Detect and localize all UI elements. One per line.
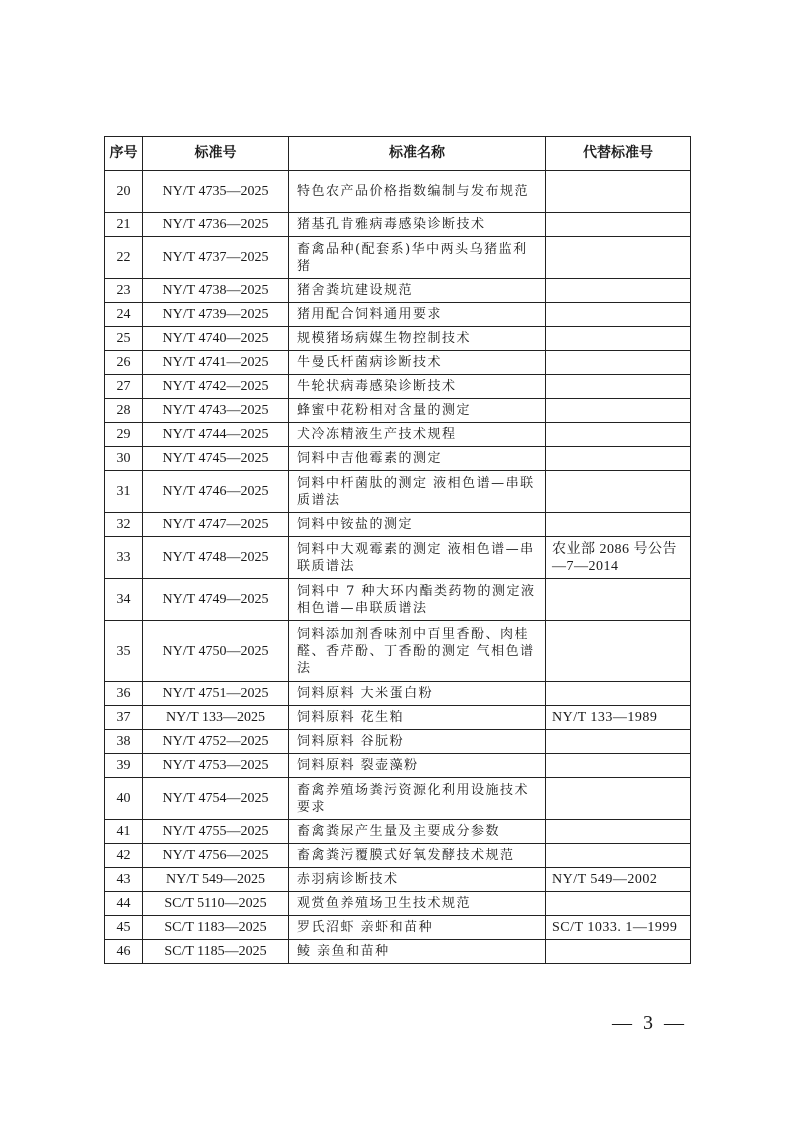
cell-serial: 33 [105,537,143,579]
cell-standard-name: 特色农产品价格指数编制与发布规范 [289,171,546,213]
header-replaced-standard: 代替标准号 [546,137,691,171]
table-row [105,706,691,730]
cell-serial: 44 [105,892,143,916]
cell-serial: 35 [105,621,143,682]
cell-replaced-standard [546,579,691,621]
cell-standard-name: 观赏鱼养殖场卫生技术规范 [289,892,546,916]
cell-standard-name: 饲料中 7 种大环内酯类药物的测定液相色谱—串联质谱法 [289,579,546,621]
cell-serial: 23 [105,279,143,303]
table-row [105,844,691,868]
cell-replaced-standard [546,375,691,399]
cell-replaced-standard: NY/T 549—2002 [546,868,691,892]
cell-standard-code: NY/T 4750—2025 [143,621,289,682]
cell-standard-name: 饲料原料 大米蛋白粉 [289,682,546,706]
cell-standard-code: NY/T 4747—2025 [143,513,289,537]
cell-serial: 20 [105,171,143,213]
cell-standard-name: 畜禽粪尿产生量及主要成分参数 [289,820,546,844]
cell-replaced-standard [546,423,691,447]
header-standard-name: 标准名称 [289,137,546,171]
cell-standard-code: NY/T 4756—2025 [143,844,289,868]
cell-standard-name: 饲料中杆菌肽的测定 液相色谱—串联质谱法 [289,471,546,513]
cell-standard-name: 犬冷冻精液生产技术规程 [289,423,546,447]
cell-replaced-standard [546,730,691,754]
cell-serial: 24 [105,303,143,327]
cell-standard-code: NY/T 4754—2025 [143,778,289,820]
cell-standard-code: NY/T 4753—2025 [143,754,289,778]
table-row [105,682,691,706]
table-row [105,940,691,964]
table-row [105,303,691,327]
table-row [105,213,691,237]
cell-serial: 38 [105,730,143,754]
table-row [105,171,691,213]
cell-standard-name: 饲料中铵盐的测定 [289,513,546,537]
cell-replaced-standard [546,303,691,327]
cell-standard-name: 畜禽粪污覆膜式好氧发酵技术规范 [289,844,546,868]
cell-standard-code: NY/T 4749—2025 [143,579,289,621]
cell-standard-name: 畜禽养殖场粪污资源化利用设施技术要求 [289,778,546,820]
table-row [105,892,691,916]
cell-replaced-standard [546,237,691,279]
cell-replaced-standard [546,447,691,471]
cell-replaced-standard [546,513,691,537]
cell-replaced-standard [546,754,691,778]
cell-standard-code: NY/T 4743—2025 [143,399,289,423]
table-row [105,447,691,471]
cell-standard-name: 饲料中大观霉素的测定 液相色谱—串联质谱法 [289,537,546,579]
cell-replaced-standard: NY/T 133—1989 [546,706,691,730]
cell-standard-code: NY/T 4745—2025 [143,447,289,471]
cell-replaced-standard [546,471,691,513]
table-row [105,820,691,844]
cell-standard-name: 牛轮状病毒感染诊断技术 [289,375,546,399]
cell-serial: 27 [105,375,143,399]
cell-standard-name: 鲮 亲鱼和苗种 [289,940,546,964]
cell-serial: 40 [105,778,143,820]
cell-standard-code: SC/T 1185—2025 [143,940,289,964]
cell-serial: 21 [105,213,143,237]
table-row [105,754,691,778]
cell-standard-name: 蜂蜜中花粉相对含量的测定 [289,399,546,423]
cell-replaced-standard [546,171,691,213]
table-header-row [105,137,691,171]
cell-serial: 22 [105,237,143,279]
header-standard-code: 标准号 [143,137,289,171]
cell-standard-name: 猪基孔肯雅病毒感染诊断技术 [289,213,546,237]
table-row [105,237,691,279]
cell-standard-name: 牛曼氏杆菌病诊断技术 [289,351,546,375]
cell-serial: 31 [105,471,143,513]
cell-standard-name: 饲料原料 花生粕 [289,706,546,730]
cell-serial: 45 [105,916,143,940]
cell-serial: 28 [105,399,143,423]
cell-standard-code: NY/T 4751—2025 [143,682,289,706]
cell-replaced-standard [546,213,691,237]
cell-replaced-standard [546,351,691,375]
cell-replaced-standard [546,844,691,868]
cell-standard-code: NY/T 4735—2025 [143,171,289,213]
cell-serial: 46 [105,940,143,964]
cell-replaced-standard [546,399,691,423]
cell-standard-name: 猪用配合饲料通用要求 [289,303,546,327]
header-serial: 序号 [105,137,143,171]
cell-standard-name: 罗氏沼虾 亲虾和苗种 [289,916,546,940]
table-row [105,399,691,423]
cell-serial: 42 [105,844,143,868]
table-row [105,730,691,754]
table-row [105,778,691,820]
cell-replaced-standard: 农业部 2086 号公告—7—2014 [546,537,691,579]
cell-standard-code: NY/T 4737—2025 [143,237,289,279]
cell-standard-code: NY/T 133—2025 [143,706,289,730]
table-row [105,537,691,579]
table-row [105,327,691,351]
cell-standard-name: 饲料原料 裂壶藻粉 [289,754,546,778]
cell-replaced-standard [546,621,691,682]
cell-replaced-standard [546,279,691,303]
cell-standard-code: NY/T 4738—2025 [143,279,289,303]
cell-standard-code: NY/T 549—2025 [143,868,289,892]
cell-replaced-standard [546,327,691,351]
cell-serial: 39 [105,754,143,778]
cell-standard-code: NY/T 4748—2025 [143,537,289,579]
cell-serial: 26 [105,351,143,375]
cell-standard-code: NY/T 4739—2025 [143,303,289,327]
cell-standard-name: 规模猪场病媒生物控制技术 [289,327,546,351]
cell-standard-code: NY/T 4740—2025 [143,327,289,351]
cell-serial: 41 [105,820,143,844]
table-row [105,279,691,303]
table-row [105,868,691,892]
cell-standard-name: 饲料原料 谷朊粉 [289,730,546,754]
table-row [105,916,691,940]
cell-serial: 37 [105,706,143,730]
table-row [105,423,691,447]
cell-standard-code: SC/T 1183—2025 [143,916,289,940]
cell-standard-name: 猪舍粪坑建设规范 [289,279,546,303]
cell-standard-code: NY/T 4746—2025 [143,471,289,513]
standards-table [104,136,691,964]
cell-standard-name: 畜禽品种(配套系)华中两头乌猪监利猪 [289,237,546,279]
cell-serial: 30 [105,447,143,471]
cell-standard-code: NY/T 4742—2025 [143,375,289,399]
table-row [105,471,691,513]
cell-serial: 29 [105,423,143,447]
cell-replaced-standard [546,778,691,820]
cell-standard-name: 饲料中吉他霉素的测定 [289,447,546,471]
table-body [105,171,691,964]
page-number: — 3 — [612,1012,687,1034]
cell-standard-name: 赤羽病诊断技术 [289,868,546,892]
cell-standard-code: NY/T 4752—2025 [143,730,289,754]
cell-serial: 36 [105,682,143,706]
cell-serial: 32 [105,513,143,537]
cell-standard-code: NY/T 4736—2025 [143,213,289,237]
cell-standard-code: NY/T 4741—2025 [143,351,289,375]
cell-standard-name: 饲料添加剂香味剂中百里香酚、肉桂醛、香芹酚、丁香酚的测定 气相色谱法 [289,621,546,682]
cell-replaced-standard [546,940,691,964]
cell-replaced-standard [546,820,691,844]
table-row [105,579,691,621]
table-row [105,513,691,537]
cell-replaced-standard: SC/T 1033. 1—1999 [546,916,691,940]
cell-serial: 34 [105,579,143,621]
cell-replaced-standard [546,892,691,916]
cell-serial: 25 [105,327,143,351]
cell-serial: 43 [105,868,143,892]
table-row [105,621,691,682]
cell-standard-code: SC/T 5110—2025 [143,892,289,916]
cell-standard-code: NY/T 4755—2025 [143,820,289,844]
cell-standard-code: NY/T 4744—2025 [143,423,289,447]
table-row [105,375,691,399]
cell-replaced-standard [546,682,691,706]
table-row [105,351,691,375]
